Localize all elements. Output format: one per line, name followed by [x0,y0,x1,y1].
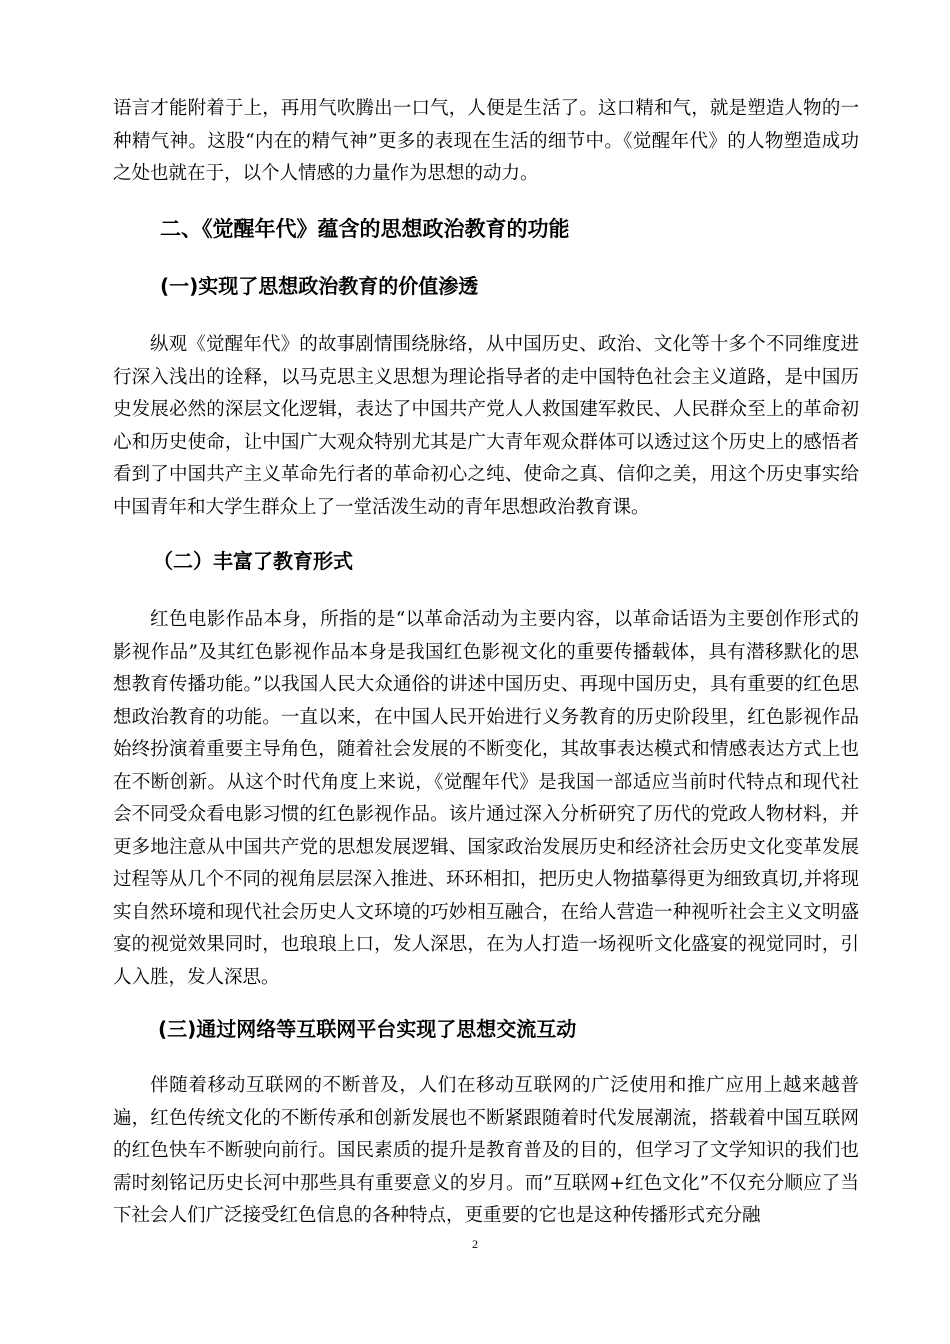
page-number: 2 [472,1237,478,1251]
subsection-heading-3: (三)通过网络等互联网平台实现了思想交流互动 [158,1017,577,1041]
subsection-body-2: 红色电影作品本身，所指的是“以革命活动为主要内容，以革命话语为主要创作形式的影视作品”及其红色影视作品本身是我国红色影视文化的重要传播载体，具有潜移默化的思想教育传播功能。”以我国人民大众通俗的讲述中国历史、再现中国历史，具有重要的红色思想政治教育的功能。一直以来，在中国人民开始进行义务教育的历史阶段里，红色影视作品始终扮演着重要主导角色，随着社会发展的不断变化，其故事表达模式和情感表达方式上也在不断创新。从这个时代角度上来说，《觉醒年代》是我国一部适应当前时代特点和现代社会不同受众看电影习惯的红色影视作品。该片通过深入分析研究了历代的党政人物材料，并更多地注意从中国共产党的思想发展逻辑、国家政治发展历史和经济社会历史文化变革发展过程等从几个不同的视角层层深入推进、环环相扣，把历史人物描摹得更为细致真切,并将现实自然环境和现代社会历史人文环境的巧妙相互融合，在给人营造一种视听社会主义文明盛宴的视觉效果同时，也琅琅上口，发人深思，在为人打造一场视听文化盛宴的视觉同时，引人入胜，发人深思。 [113,609,859,988]
section-heading: 二、《觉醒年代》蕴含的思想政治教育的功能 [160,217,570,241]
subsection-heading-2: （二）丰富了教育形式 [153,549,353,573]
top-paragraph: 语言才能附着于上，再用气吹腾出一口气，人便是生活了。这口精和气，就是塑造人物的一种精气神。这股“内在的精气神”更多的表现在生活的细节中。《觉醒年代》的人物塑造成功之处也就在于，以个人情感的力量作为思想的动力。 [113,98,859,184]
subsection-heading-1: (一)实现了思想政治教育的价值渗透 [160,274,479,298]
subsection-body-3: 伴随着移动互联网的不断普及，人们在移动互联网的广泛使用和推广应用上越来越普遍，红色传统文化的不断传承和创新发展也不断紧跟随着时代发展潮流，搭载着中国互联网的红色快车不断驶向前行。国民素质的提升是教育普及的目的，但学习了文学知识的我们也需时刻铭记历史长河中那些具有重要意义的岁月。而”互联网+红色文化”不仅充分顺应了当下社会人们广泛接受红色信息的各种特点，更重要的它也是这种传播形式充分融 [113,1075,859,1226]
subsection-body-1: 纵观《觉醒年代》的故事剧情围绕脉络，从中国历史、政治、文化等十多个不同维度进行深入浅出的诠释，以马克思主义思想为理论指导者的走中国特色社会主义道路，是中国历史发展必然的深层文化逻辑，表达了中国共产党人人救国建军救民、人民群众至上的革命初心和历史使命，让中国广大观众特别尤其是广大青年观众群体可以透过这个历史上的感悟者看到了中国共产主义革命先行者的革命初心之纯、使命之真、信仰之美，用这个历史事实给中国青年和大学生群众上了一堂活泼生动的青年思想政治教育课。 [113,334,859,518]
